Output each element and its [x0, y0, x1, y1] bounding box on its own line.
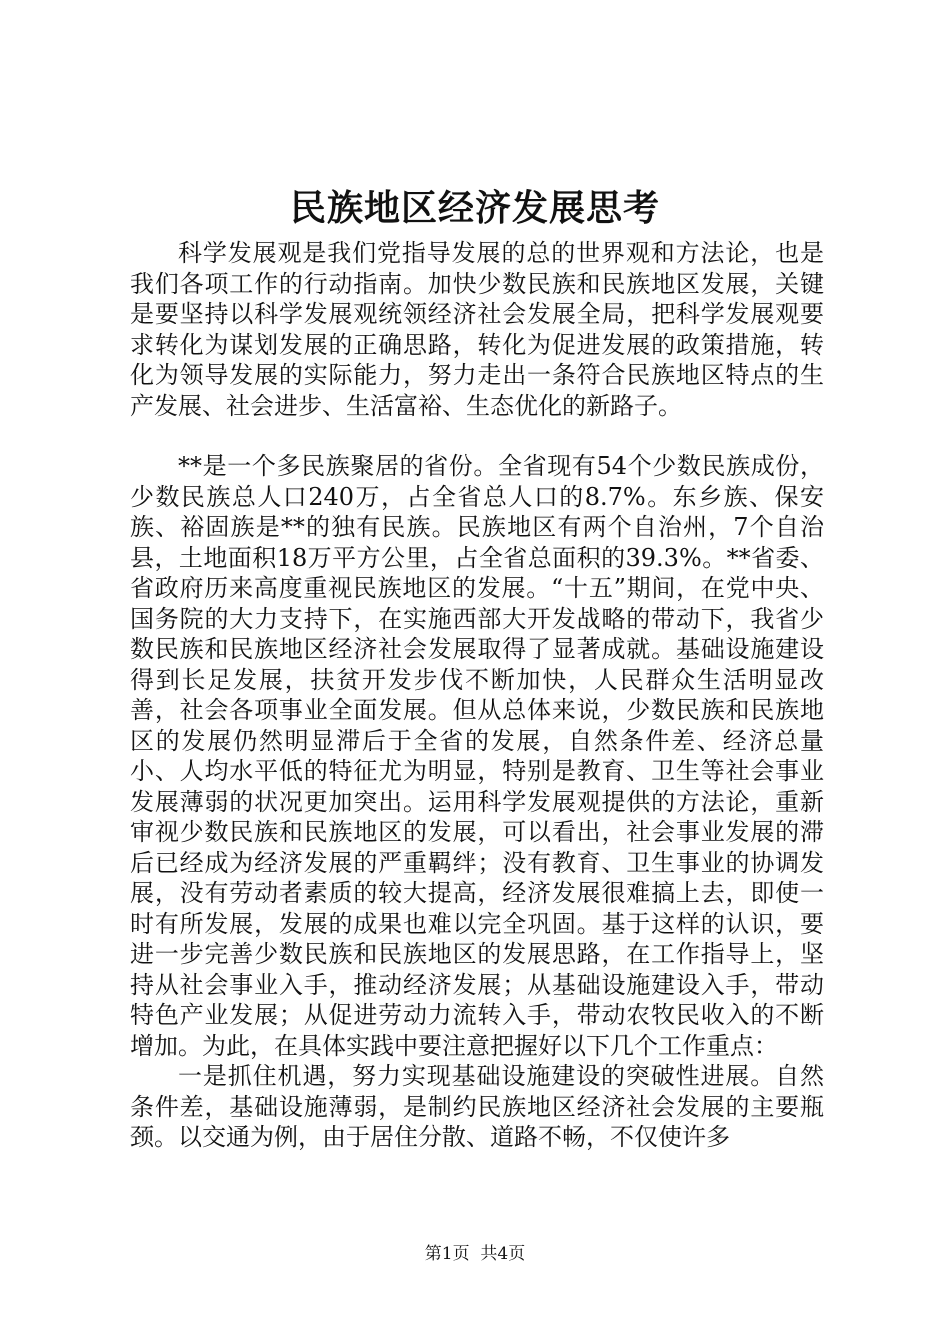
page-number: 第1页 [424, 1244, 470, 1264]
paragraph-key-point-one: 一是抓住机遇，努力实现基础设施建设的突破性进展。自然条件差，基础设施薄弱，是制约民族地区经济社会发展的主要瓶颈。以交通为例，由于居住分散、道路不畅，不仅使许多 [130, 1062, 824, 1151]
page-footer [0, 1243, 950, 1265]
document-body [130, 238, 824, 1153]
paragraph-province-overview: **是一个多民族聚居的省份。全省现有54个少数民族成份，少数民族总人口240万，占全省总人口的8.7%。东乡族、保安族、裕固族是**的独有民族。民族地区有两个自治州，7个自治县，土地面积18万平方公里，占全省总面积的39.3%。**省委、省政府历来高度重视民族地区的发展。“十五”期间，在党中央、国务院的大力支持下，在实施西部大开发战略的带动下，我省少数民族和民族地区经济社会发展取得了显著成就。基础设施建设得到长足发展，扶贫开发步伐不断加快，人民群众生活明显改善，社会各项事业全面发展。但从总体来说，少数民族和民族地区的发展仍然明显滞后于全省的发展，自然条件差、经济总量小、人均水平低的特征尤为明显，特别是教育、卫生等社会事业发展薄弱的状况更加突出。运用科学发展观提供的方法论，重新审视少数民族和民族地区的发展，可以看出，社会事业发展的滞后已经成为经济发展的严重羁绊；没有教育、卫生事业的协调发展，没有劳动者素质的较大提高，经济发展很难搞上去，即使一时有所发展，发展的成果也难以完全巩固。基于这样的认识，要进一步完善少数民族和民族地区的发展思路，在工作指导上，坚持从社会事业入手，推动经济发展；从基础设施建设入手，带动特色产业发展；从促进劳动力流转入手，带动农牧民收入的不断增加。为此，在具体实践中要注意把握好以下几个工作重点： [130, 452, 824, 1060]
page-total: 共4页 [480, 1244, 526, 1264]
paragraph-intro: 科学发展观是我们党指导发展的总的世界观和方法论，也是我们各项工作的行动指南。加快少数民族和民族地区发展，关键是要坚持以科学发展观统领经济社会发展全局，把科学发展观要求转化为谋划发展的正确思路，转化为促进发展的政策措施，转化为领导发展的实际能力，努力走出一条符合民族地区特点的生产发展、社会进步、生活富裕、生态优化的新路子。 [130, 239, 824, 420]
document-title: 民族地区经济发展思考 [289, 187, 660, 229]
